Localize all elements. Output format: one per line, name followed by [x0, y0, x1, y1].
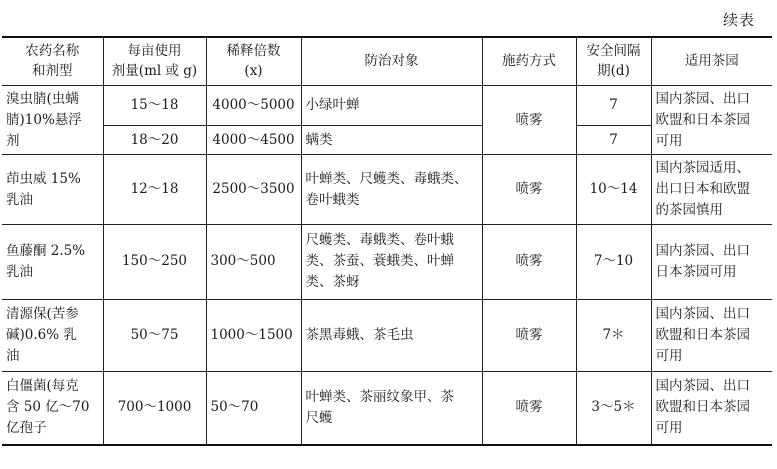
pesticide-name: 白僵菌(每克 含 50 亿～70 亿孢子	[2, 371, 103, 445]
target-cell: 叶蝉类、尺蠖类、毒蛾类、 卷叶蛾类	[301, 155, 482, 225]
header-dose: 每亩使用 剂量(ml 或 g)	[103, 37, 206, 85]
dilution-cell: 1000～1500	[206, 299, 301, 371]
header-dilution: 稀释倍数 (x)	[206, 37, 301, 85]
garden-cell: 国内茶园适用、 出口日本和欧盟 的茶园慎用	[651, 155, 772, 225]
garden-cell: 国内茶园、出口 日本茶园可用	[651, 225, 772, 300]
header-method: 施药方式	[482, 37, 576, 85]
pesticide-name: 鱼藤酮 2.5% 乳油	[2, 225, 103, 300]
dose-cell: 50～75	[103, 299, 206, 371]
header-target: 防治对象	[301, 37, 482, 85]
dose-cell: 15～18	[103, 85, 206, 125]
method-cell: 喷雾	[482, 85, 576, 155]
garden-cell: 国内茶园、出口 欧盟和日本茶园 可用	[651, 85, 772, 155]
method-cell: 喷雾	[482, 155, 576, 225]
dilution-cell: 300～500	[206, 225, 301, 300]
dilution-cell: 2500～3500	[206, 155, 301, 225]
table-row	[2, 371, 772, 445]
method-cell: 喷雾	[482, 371, 576, 445]
target-cell: 小绿叶蝉	[301, 85, 482, 125]
table-row	[2, 299, 772, 371]
pesticide-table	[2, 36, 772, 446]
garden-cell: 国内茶园、出口 欧盟和日本茶园 可用	[651, 371, 772, 445]
interval-cell: 3～5＊	[576, 371, 651, 445]
target-cell: 螨类	[301, 125, 482, 155]
interval-cell: 10～14	[576, 155, 651, 225]
method-cell: 喷雾	[482, 299, 576, 371]
method-cell: 喷雾	[482, 225, 576, 300]
dose-cell: 12～18	[103, 155, 206, 225]
table-row	[2, 85, 772, 125]
target-cell: 茶黑毒蛾、茶毛虫	[301, 299, 482, 371]
pesticide-name: 溴虫腈(虫螨 腈)10%悬浮 剂	[2, 85, 103, 155]
continued-label: 续表	[722, 11, 755, 29]
target-cell: 叶蝉类、茶丽纹象甲、茶 尺蠖	[301, 371, 482, 445]
table-row	[2, 155, 772, 225]
header-interval: 安全间隔 期(d)	[576, 37, 651, 85]
interval-cell: 7	[576, 125, 651, 155]
dose-cell: 18～20	[103, 125, 206, 155]
pesticide-name: 清源保(苦参 碱)0.6% 乳 油	[2, 299, 103, 371]
header-row	[2, 37, 772, 85]
dilution-cell: 50～70	[206, 371, 301, 445]
dose-cell: 150～250	[103, 225, 206, 300]
dilution-cell: 4000～4500	[206, 125, 301, 155]
interval-cell: 7～10	[576, 225, 651, 300]
table-row	[2, 225, 772, 300]
dose-cell: 700～1000	[103, 371, 206, 445]
pesticide-name: 茚虫威 15% 乳油	[2, 155, 103, 225]
interval-cell: 7	[576, 85, 651, 125]
header-name: 农药名称 和剂型	[2, 37, 103, 85]
dilution-cell: 4000～5000	[206, 85, 301, 125]
interval-cell: 7＊	[576, 299, 651, 371]
header-garden: 适用茶园	[651, 37, 772, 85]
garden-cell: 国内茶园、出口 欧盟和日本茶园 可用	[651, 299, 772, 371]
target-cell: 尺蠖类、毒蛾类、卷叶蛾 类、茶蚕、蓑蛾类、叶蝉 类、茶蚜	[301, 225, 482, 300]
